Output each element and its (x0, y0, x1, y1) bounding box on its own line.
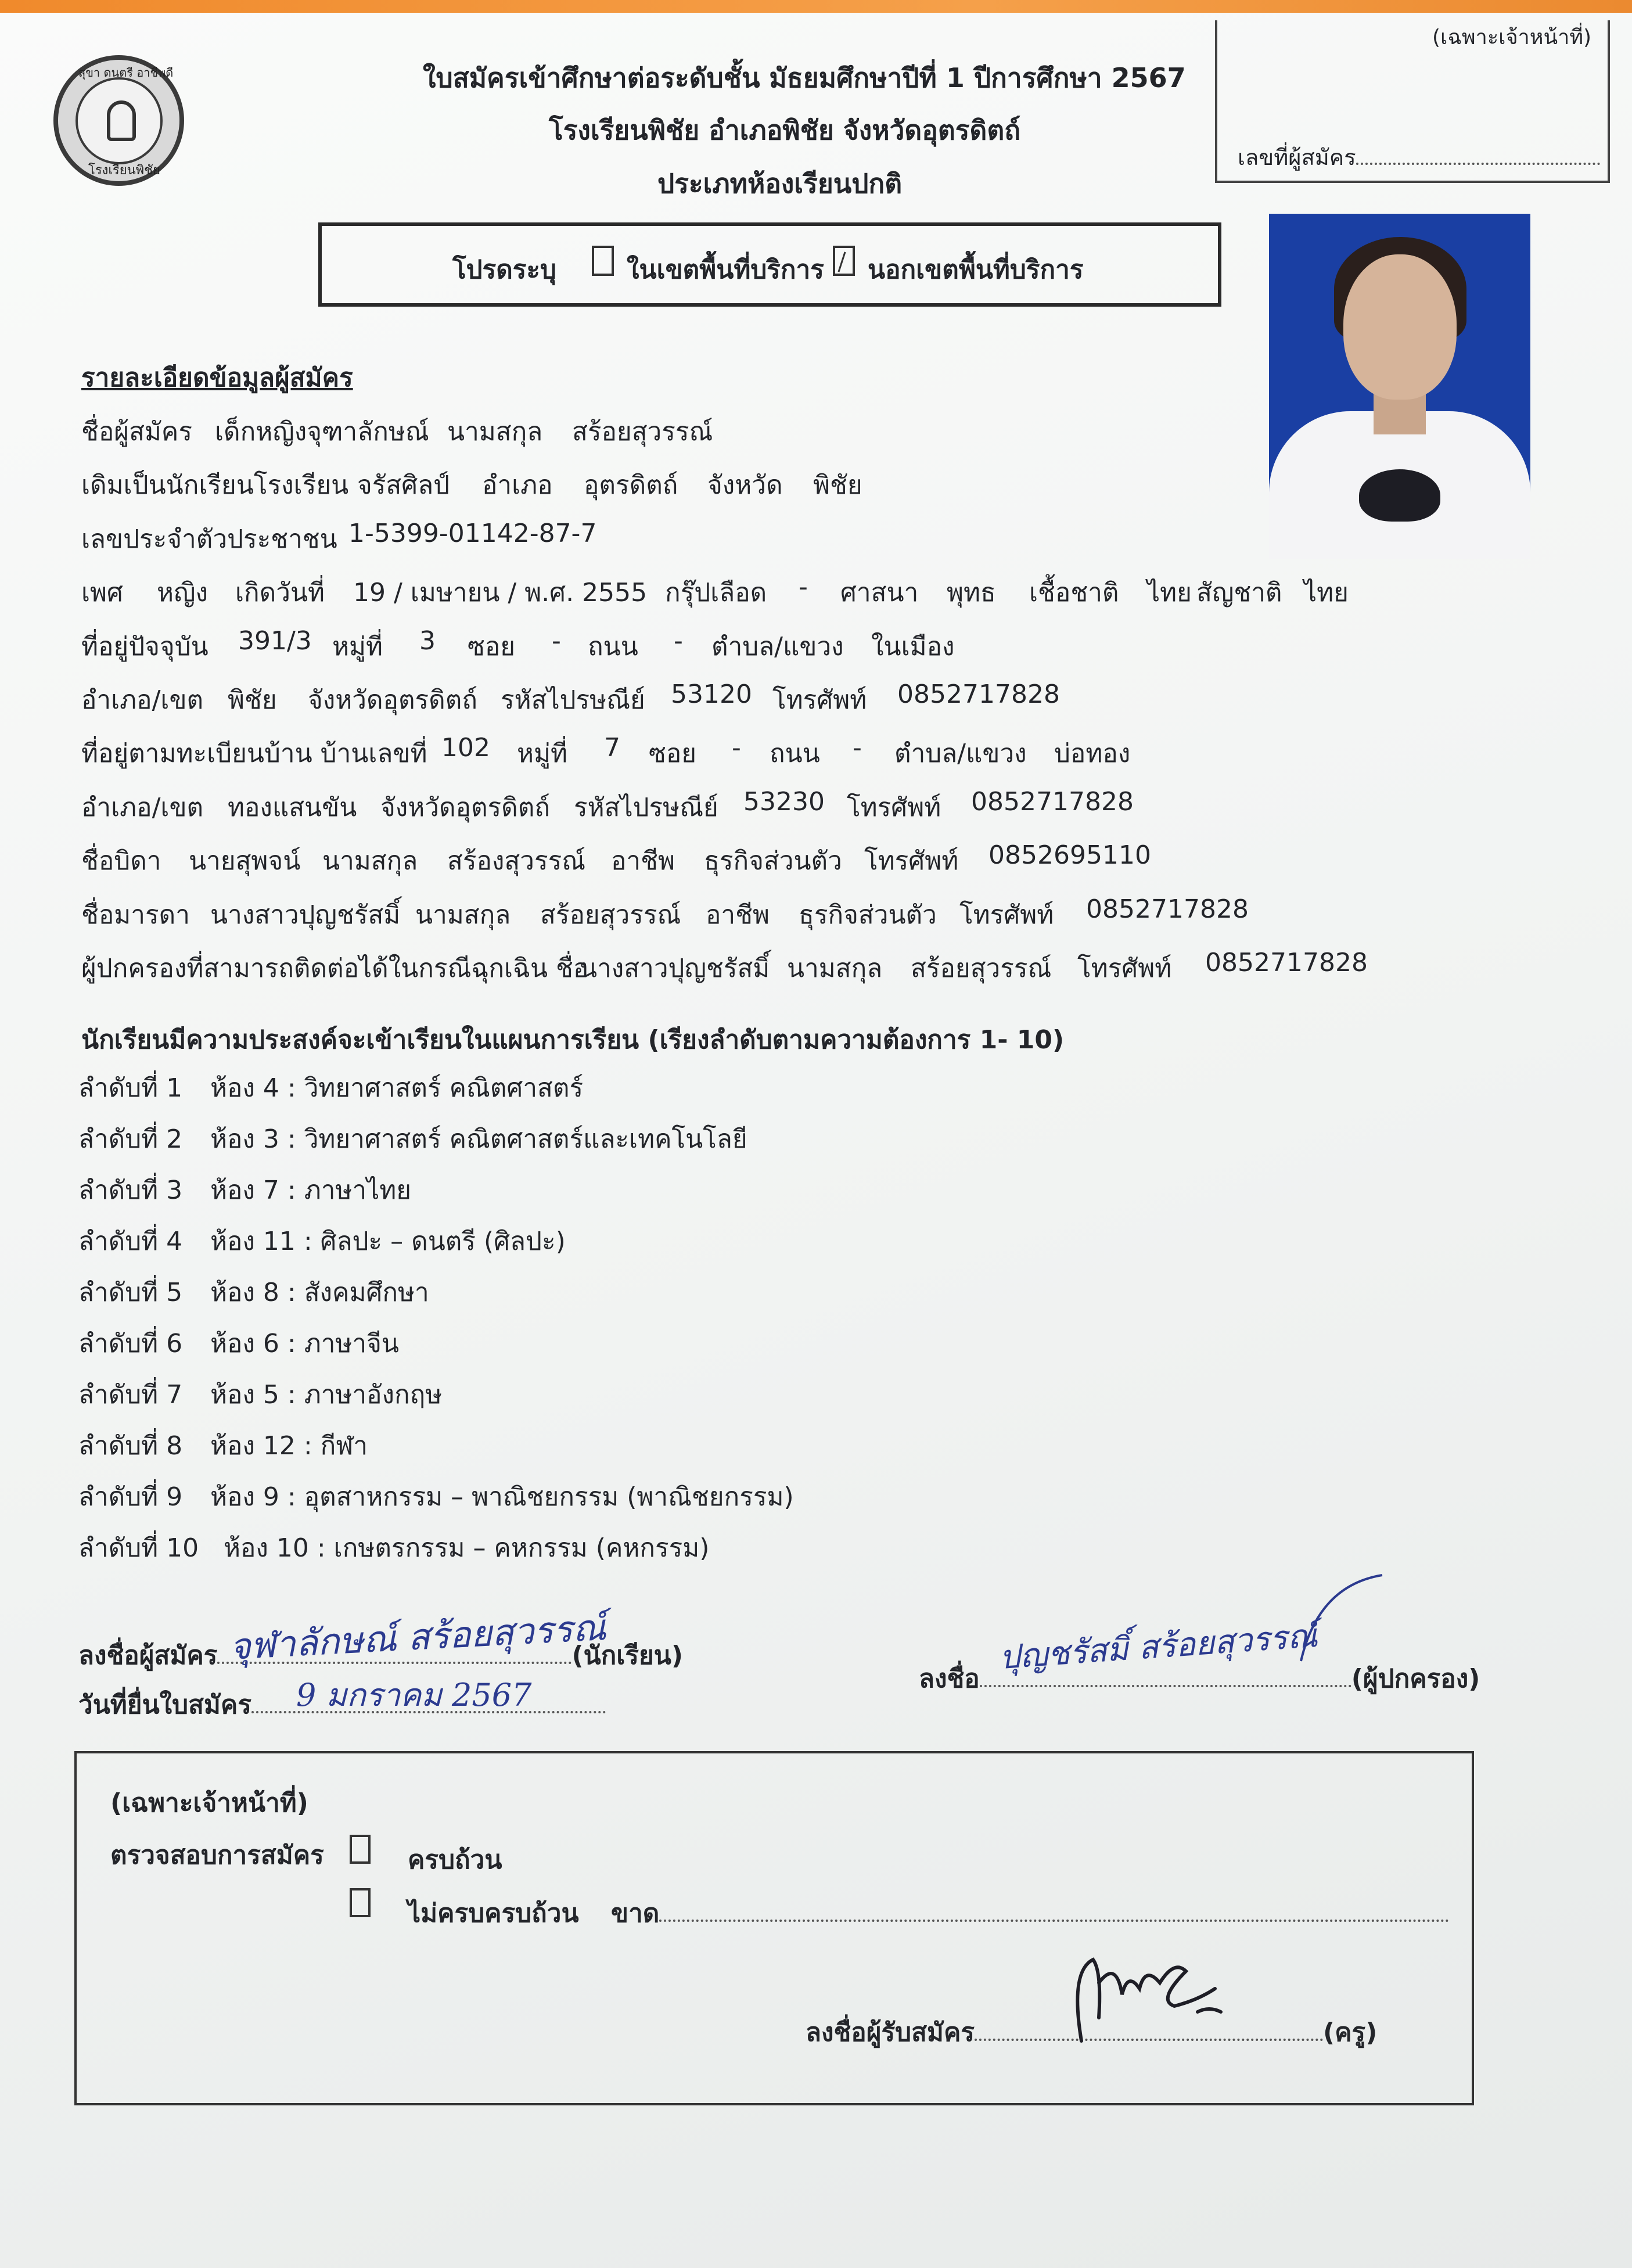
father-surname-label: นามสกุล (322, 846, 418, 876)
logo-text-top: สุขา ดนตรี อาชีพดี (78, 66, 174, 80)
mother-job: ธุรกิจส่วนตัว (799, 900, 937, 930)
school-logo (53, 55, 184, 186)
missing-field[interactable] (659, 1920, 1449, 1922)
logo-emblem (76, 77, 163, 164)
applicant-number-field[interactable] (1356, 163, 1600, 165)
complete-label: ครบถ้วน (408, 1845, 502, 1875)
receiver-sign-suffix: (ครู) (1323, 2018, 1378, 2047)
registered-road-label: ถนน (770, 739, 820, 768)
sex-label: เพศ (81, 578, 123, 608)
receiver-signature-mark (1058, 1948, 1244, 2047)
current-address-label: ที่อยู่ปัจจุบัน (81, 632, 209, 662)
in-area-checkbox[interactable] (592, 246, 614, 276)
school-name: โรงเรียนพิชัย อำเภอพิชัย จังหวัดอุตรดิตถ์ (549, 114, 1021, 146)
in-area-label: ในเขตพื้นที่บริการ (627, 255, 824, 285)
date-label: วันที่ยื่นใบสมัคร (78, 1690, 251, 1720)
guardian-phone: 0852717828 (1205, 948, 1368, 977)
incomplete-label: ไม่ครบครบถ้วน (408, 1899, 579, 1928)
logo-text-bottom: โรงเรียนพิชัย (88, 163, 160, 178)
dob: 19 / เมษายน / พ.ศ. 2555 (353, 578, 648, 608)
dob-label: เกิดวันที่ (235, 578, 325, 608)
pref-room: ห้อง 5 : ภาษาอังกฤษ (210, 1380, 443, 1410)
student-handwritten-signature: จุฬาลักษณ์ สร้อยสุวรรณ์ (228, 1606, 607, 1668)
pref-rank: ลำดับที่ 10 (78, 1533, 199, 1563)
current-province: จังหวัดอุตรดิตถ์ (308, 685, 477, 715)
registered-soi: - (732, 733, 741, 763)
photo-tie (1359, 469, 1440, 522)
complete-checkbox[interactable] (350, 1835, 371, 1864)
bow-icon (107, 100, 136, 141)
guardian-name: นางสาวปุญชรัสมิ์ (580, 954, 770, 983)
mother-surname: สร้อยสุวรรณ์ (540, 900, 681, 930)
pref-room: ห้อง 10 : เกษตรกรรม – คหกรรม (คหกรรม) (224, 1533, 710, 1563)
applicant-photo (1269, 214, 1530, 559)
blood: - (799, 572, 808, 602)
current-soi-label: ซอย (468, 632, 516, 662)
current-moo: 3 (419, 626, 436, 656)
current-moo-label: หมู่ที่ (332, 632, 383, 662)
pref-room: ห้อง 7 : ภาษาไทย (210, 1176, 412, 1205)
registered-phone-label: โทรศัพท์ (847, 793, 941, 822)
nationality-label: สัญชาติ (1196, 578, 1282, 608)
sex: หญิง (157, 578, 208, 608)
form-title: ใบสมัครเข้าศึกษาต่อระดับชั้น มัธยมศึกษาปีที่ 1 ปีการศึกษา 2567 (423, 62, 1186, 94)
current-subdistrict: ในเมือง (871, 632, 955, 662)
mother-job-label: อาชีพ (706, 900, 770, 930)
date-handwritten: 9 มกราคม 2567 (296, 1677, 532, 1713)
pref-room: ห้อง 6 : ภาษาจีน (210, 1329, 399, 1358)
service-area-prompt: โปรดระบุ (452, 255, 556, 285)
out-area-checkbox[interactable] (833, 246, 855, 276)
prev-district-label: อำเภอ (482, 470, 553, 500)
office-use-label: (เฉพาะเจ้าหน้าที่) (1432, 26, 1592, 49)
current-house-no: 391/3 (238, 626, 312, 656)
guardian-label: ผู้ปกครองที่สามารถติดต่อได้ในกรณีฉุกเฉิน ชื่อ (81, 954, 589, 983)
parent-sign-label: ลงชื่อ (919, 1664, 980, 1694)
current-road-label: ถนน (588, 632, 638, 662)
pref-rank: ลำดับที่ 9 (78, 1482, 183, 1512)
applicant-surname-label: นามสกุล (447, 417, 543, 447)
mother-phone-label: โทรศัพท์ (959, 900, 1054, 930)
pref-rank: ลำดับที่ 3 (78, 1176, 183, 1205)
parent-sign-suffix: (ผู้ปกครอง) (1351, 1664, 1480, 1694)
registered-district: ทองแสนขัน (228, 793, 357, 822)
mother-name: นางสาวปุญชรัสมิ์ (210, 900, 401, 930)
prev-province-label: จังหวัด (707, 470, 783, 500)
current-phone: 0852717828 (897, 680, 1060, 709)
blood-label: กรุ๊ปเลือด (665, 578, 767, 608)
pref-rank: ลำดับที่ 4 (78, 1227, 183, 1256)
race-label: เชื้อชาติ (1029, 578, 1119, 608)
nationality: ไทย (1304, 578, 1349, 608)
registered-province: จังหวัดอุตรดิตถ์ (380, 793, 550, 822)
classroom-type: ประเภทห้องเรียนปกติ (657, 168, 903, 199)
prev-school-label: เดิมเป็นนักเรียนโรงเรียน (81, 470, 349, 500)
office-use-box (1215, 20, 1610, 183)
registered-house-no: 102 (441, 733, 490, 763)
photo-face (1343, 254, 1457, 400)
prev-province: พิชัย (813, 470, 862, 500)
current-postcode-label: รหัสไปรษณีย์ (501, 685, 645, 715)
missing-label: ขาด (611, 1899, 660, 1928)
registered-subdistrict: บ่อทอง (1054, 739, 1131, 768)
service-area-box (318, 222, 1221, 307)
pref-room: ห้อง 4 : วิทยาศาสตร์ คณิตศาสตร์ (210, 1073, 584, 1103)
pref-room: ห้อง 8 : สังคมศึกษา (210, 1278, 429, 1307)
registered-moo-label: หมู่ที่ (517, 739, 568, 768)
incomplete-checkbox[interactable] (350, 1888, 371, 1917)
registered-moo: 7 (604, 733, 620, 763)
race: ไทย (1147, 578, 1192, 608)
current-district: พิชัย (228, 685, 277, 715)
applicant-number-label: เลขที่ผู้สมัคร (1238, 139, 1600, 175)
guardian-surname: สร้อยสุวรรณ์ (911, 954, 1052, 983)
missing-row (611, 1893, 1449, 1933)
applicant-name: เด็กหญิงจุฑาลักษณ์ (215, 417, 429, 447)
pref-room: ห้อง 11 : ศิลปะ – ดนตรี (ศิลปะ) (210, 1227, 566, 1256)
current-subdistrict-label: ตำบล/แขวง (711, 632, 844, 662)
father-name: นายสุพจน์ (189, 846, 301, 876)
pref-room: ห้อง 12 : กีฬา (210, 1431, 368, 1461)
pref-rank: ลำดับที่ 5 (78, 1278, 183, 1307)
mother-phone: 0852717828 (1086, 894, 1249, 924)
religion-label: ศาสนา (840, 578, 919, 608)
national-id: 1-5399-01142-87-7 (348, 519, 597, 548)
father-phone: 0852695110 (988, 840, 1151, 870)
staff-use-label: (เฉพาะเจ้าหน้าที่) (110, 1788, 308, 1818)
receiver-sign-label: ลงชื่อผู้รับสมัคร (806, 2018, 975, 2047)
registered-road: - (853, 733, 862, 763)
father-phone-label: โทรศัพท์ (864, 846, 959, 876)
registered-address-label: ที่อยู่ตามทะเบียนบ้าน บ้านเลขที่ (81, 739, 427, 768)
current-road: - (674, 626, 683, 656)
parent-handwritten-signature: ปุญชรัสมิ์ สร้อยสุวรรณ์ (998, 1616, 1319, 1677)
registered-subdistrict-label: ตำบล/แขวง (894, 739, 1027, 768)
father-surname: สร้องสุวรรณ์ (447, 846, 586, 876)
pref-room: ห้อง 3 : วิทยาศาสตร์ คณิตศาสตร์และเทคโนโลยี (210, 1124, 747, 1154)
mother-surname-label: นามสกุล (415, 900, 511, 930)
preferences-heading: นักเรียนมีความประสงค์จะเข้าเรียนในแผนการเรียน (เรียงลำดับตามความต้องการ 1- 10) (81, 1025, 1065, 1055)
registered-postcode: 53230 (743, 787, 825, 817)
pref-rank: ลำดับที่ 1 (78, 1073, 183, 1103)
father-job: ธุรกิจส่วนตัว (704, 846, 842, 876)
parent-signature-field[interactable] (980, 1685, 1351, 1687)
registered-district-label: อำเภอ/เขต (81, 793, 204, 822)
student-sign-suffix: (นักเรียน) (571, 1641, 683, 1670)
applicant-section-heading: รายละเอียดข้อมูลผู้สมัคร (81, 363, 353, 393)
religion: พุทธ (947, 578, 996, 608)
mother-label: ชื่อมารดา (81, 900, 190, 930)
student-sign-label: ลงชื่อผู้สมัคร (78, 1641, 218, 1670)
pref-rank: ลำดับที่ 8 (78, 1431, 183, 1461)
current-district-label: อำเภอ/เขต (81, 685, 204, 715)
signature-flourish (1295, 1568, 1388, 1667)
pref-rank: ลำดับที่ 6 (78, 1329, 183, 1358)
check-application-label: ตรวจสอบการสมัคร (110, 1841, 324, 1870)
pref-rank: ลำดับที่ 2 (78, 1124, 183, 1154)
out-area-label: นอกเขตพื้นที่บริการ (868, 255, 1084, 285)
current-postcode: 53120 (671, 680, 752, 709)
registered-postcode-label: รหัสไปรษณีย์ (574, 793, 718, 822)
current-phone-label: โทรศัพท์ (772, 685, 867, 715)
registered-soi-label: ซอย (649, 739, 697, 768)
staff-use-box (74, 1751, 1474, 2105)
orange-folder-edge (0, 0, 1632, 13)
prev-school: จรัสศิลป์ (357, 470, 450, 500)
prev-district: อุตรดิตถ์ (584, 470, 678, 500)
guardian-phone-label: โทรศัพท์ (1077, 954, 1172, 983)
pref-room: ห้อง 9 : อุตสาหกรรม – พาณิชยกรรม (พาณิชยกรรม) (210, 1482, 794, 1512)
applicant-surname: สร้อยสุวรรณ์ (572, 417, 713, 447)
applicant-name-label: ชื่อผู้สมัคร (81, 417, 192, 447)
guardian-surname-label: นามสกุล (787, 954, 883, 983)
father-job-label: อาชีพ (611, 846, 675, 876)
registered-phone: 0852717828 (971, 787, 1134, 817)
pref-rank: ลำดับที่ 7 (78, 1380, 183, 1410)
national-id-label: เลขประจำตัวประชาชน (81, 524, 337, 554)
father-label: ชื่อบิดา (81, 846, 161, 876)
current-soi: - (552, 626, 561, 656)
